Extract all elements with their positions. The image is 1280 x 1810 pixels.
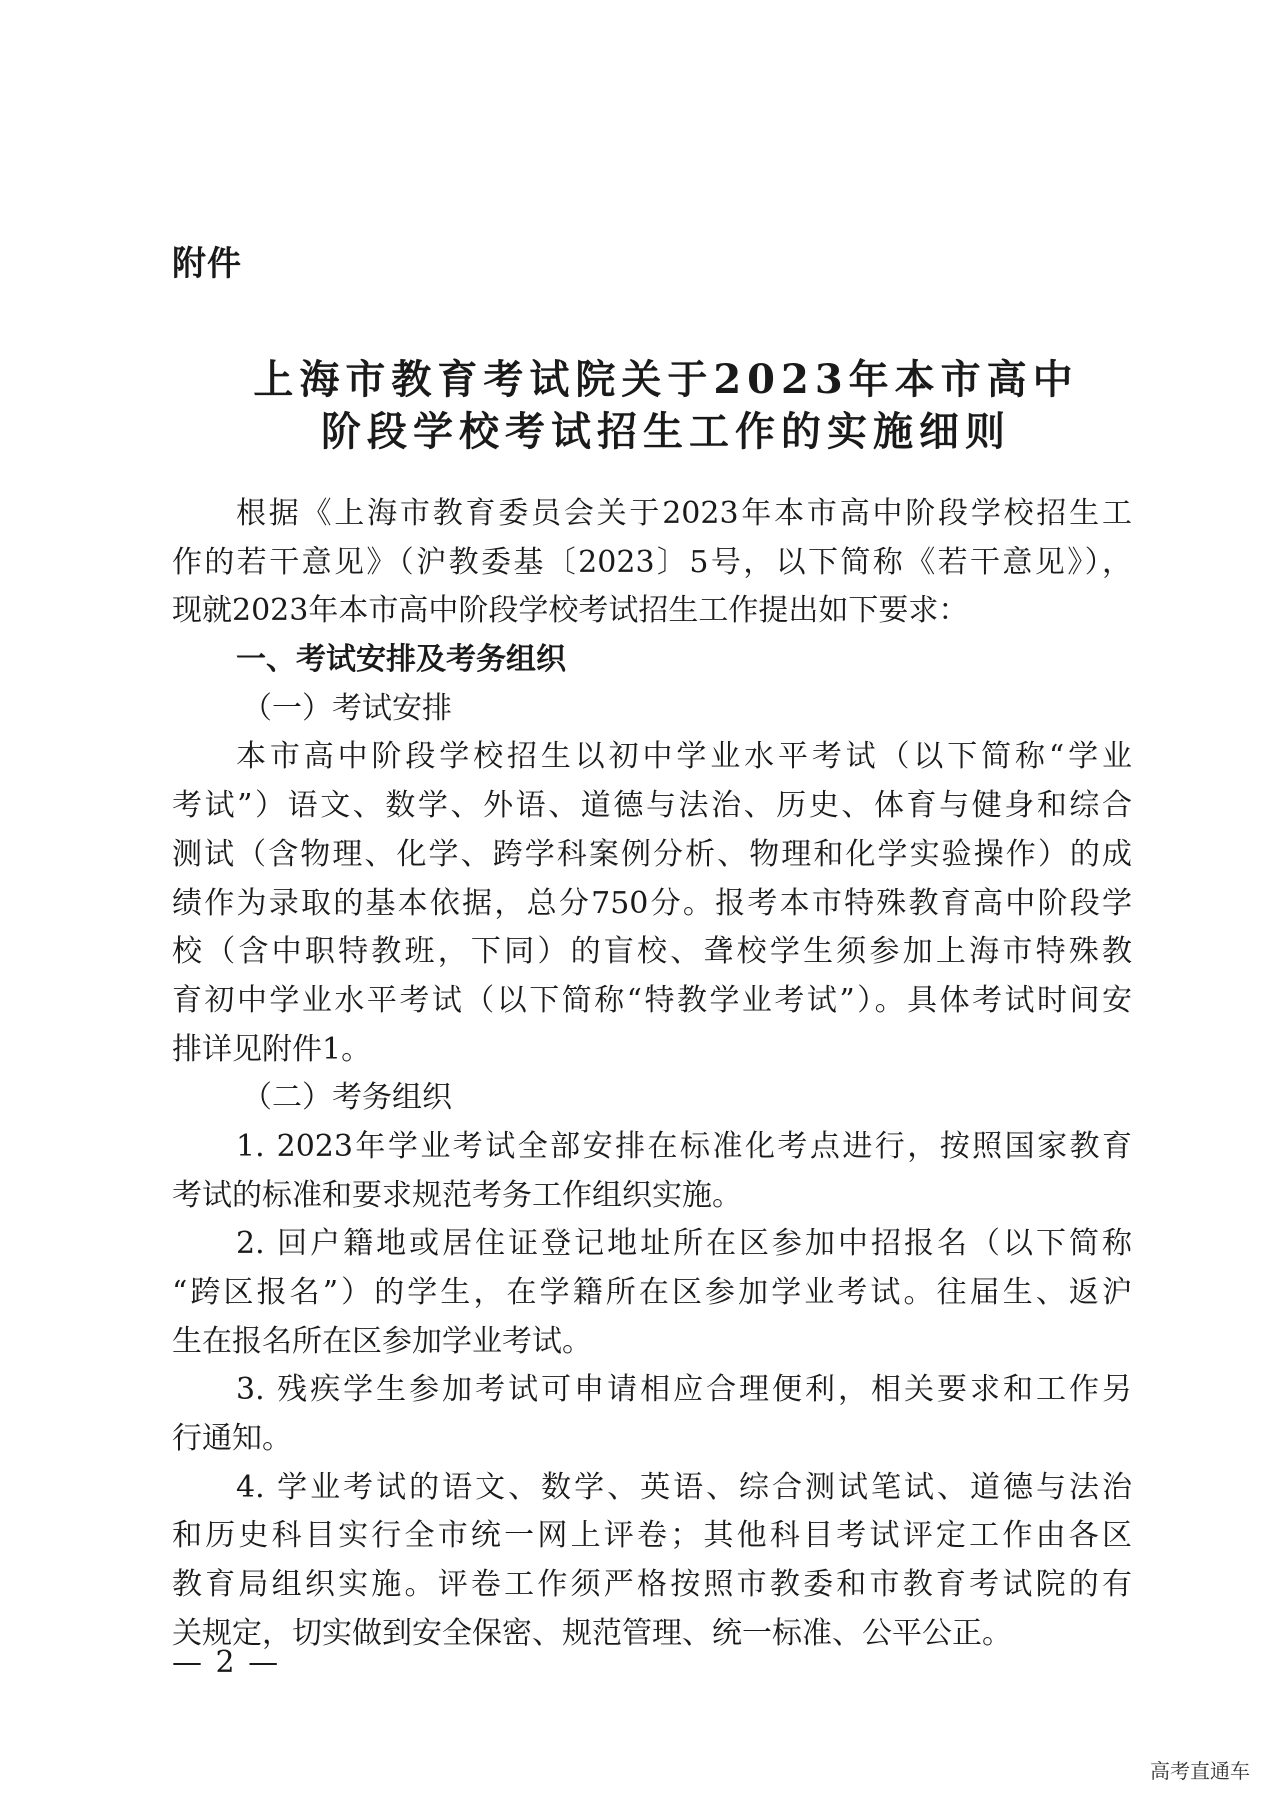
list-item-line: 教育局组织实施。评卷工作须严格按照市教委和市教育考试院的有 [172, 1567, 1132, 1603]
paragraph-line: 现就2023年本市高中阶段学校考试招生工作提出如下要求： [172, 593, 969, 629]
list-item-line: 考试的标准和要求规范考务工作组织实施。 [172, 1177, 742, 1213]
subsection-heading: （一）考试安排 [242, 690, 452, 726]
attachment-label: 附件 [172, 244, 242, 284]
watermark: 高考直通车 [1150, 1759, 1250, 1783]
list-item-line: 生在报名所在区参加学业考试。 [172, 1323, 592, 1359]
paragraph-line: 根据《上海市教育委员会关于2023年本市高中阶段学校招生工 [236, 496, 1132, 531]
list-item-line: 和历史科目实行全市统一网上评卷；其他科目考试评定工作由各区 [172, 1518, 1132, 1554]
paragraph-line: 考试”）语文、数学、外语、道德与法治、历史、体育与健身和综合 [172, 788, 1132, 824]
document-title-line-2: 阶段学校考试招生工作的实施细则 [321, 408, 1011, 455]
page-number: — 2 — [172, 1645, 281, 1680]
list-item-line: 2. 回户籍地或居住证登记地址所在区参加中招报名（以下简称 [236, 1226, 1132, 1262]
paragraph-line: 绩作为录取的基本依据，总分750分。报考本市特殊教育高中阶段学 [172, 885, 1132, 921]
list-item-line: “跨区报名”）的学生，在学籍所在区参加学业考试。往届生、返沪 [172, 1275, 1132, 1310]
list-item-line: 3. 残疾学生参加考试可申请相应合理便利，相关要求和工作另 [236, 1372, 1132, 1408]
paragraph-line: 校（含中职特教班，下同）的盲校、聋校学生须参加上海市特殊教 [172, 934, 1132, 970]
paragraph-line: 本市高中阶段学校招生以初中学业水平考试（以下简称“学业 [236, 739, 1132, 775]
paragraph-line: 排详见附件1。 [172, 1031, 372, 1067]
list-item-line: 关规定，切实做到安全保密、规范管理、统一标准、公平公正。 [172, 1615, 1012, 1651]
list-item-line: 行通知。 [172, 1421, 292, 1457]
section-heading: 一、考试安排及考务组织 [236, 642, 566, 678]
paragraph-line: 育初中学业水平考试（以下简称“特教学业考试”）。具体考试时间安 [172, 982, 1132, 1018]
paragraph-line: 作的若干意见》（沪教委基〔2023〕5号，以下简称《若干意见》）， [172, 544, 1132, 580]
document-body [172, 490, 1132, 1659]
subsection-heading: （二）考务组织 [242, 1080, 452, 1116]
list-item-line: 4. 学业考试的语文、数学、英语、综合测试笔试、道德与法治 [236, 1469, 1132, 1505]
list-item-line: 1. 2023年学业考试全部安排在标准化考点进行，按照国家教育 [236, 1128, 1132, 1164]
paragraph-line: 测试（含物理、化学、跨学科案例分析、物理和化学实验操作）的成 [172, 836, 1132, 872]
document-title-line-1: 上海市教育考试院关于2023年本市高中 [253, 356, 1079, 403]
